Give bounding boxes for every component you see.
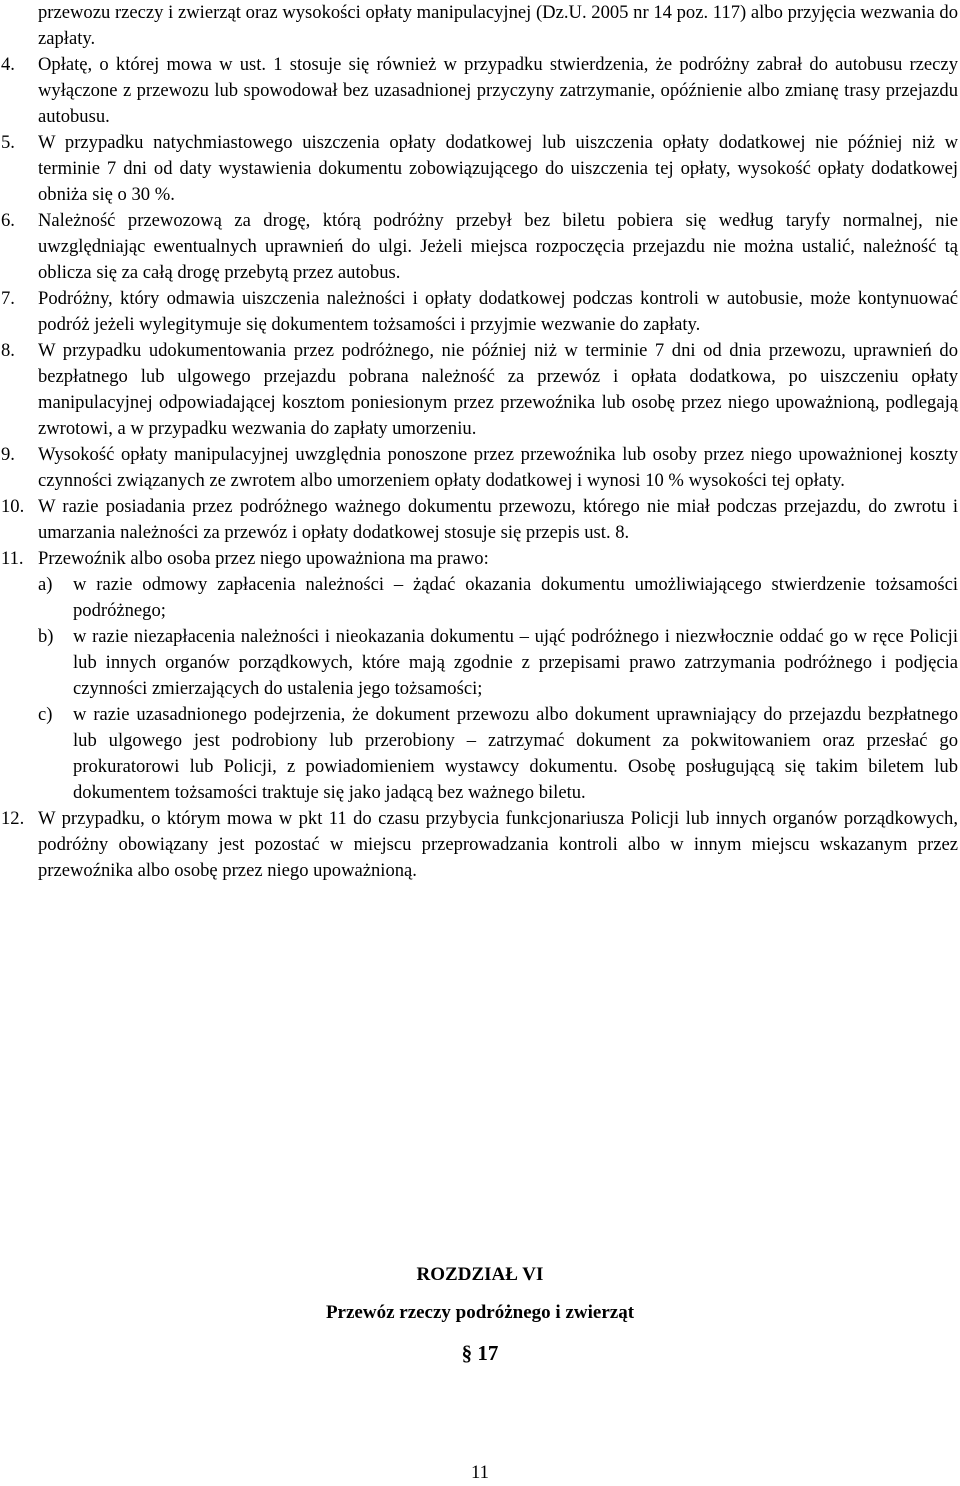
sub-item-text: w razie uzasadnionego podejrzenia, że dokument przewozu albo dokument uprawniający do przejazdu bezpłatnego lub ulgowego jest podrobiony lub przerobiony – zatrzymać dokument za pokwitowaniem oraz przesłać go prokuratorowi lub Policji, z powiadomieniem wystawcy dokumentu. Osobę posługującą się takim biletem lub dokumentem tożsamości traktuje się jako jadącą bez ważnego biletu. bbox=[73, 704, 958, 803]
item-text: Przewoźnik albo osoba przez niego upoważniona ma prawo: bbox=[38, 548, 489, 569]
item-number: 12. bbox=[1, 808, 25, 829]
sub-item bbox=[38, 624, 958, 702]
item-text: Opłatę, o której mowa w ust. 1 stosuje się również w przypadku stwierdzenia, że podróżny zabrał do autobusu rzeczy wyłączone z przewozu lub spowodował bez uzasadnionej przyczyny zatrzymanie, opóźnienie albo zmianę trasy przejazdu autobusu. bbox=[38, 54, 958, 127]
item-number: 10. bbox=[1, 496, 25, 517]
sub-item bbox=[38, 572, 958, 624]
document-body bbox=[1, 0, 958, 884]
item-number: 6. bbox=[1, 210, 15, 231]
item-text: W razie posiadania przez podróżnego ważnego dokumentu przewozu, którego nie miał podczas przejazdu, do zwrotu i umarzania należności za przewóz i opłaty dodatkowej stosuje się przepis ust. 8. bbox=[38, 496, 958, 543]
chapter-subtitle: Przewóz rzeczy podróżnego i zwierząt bbox=[325, 1302, 635, 1323]
page-number: 11 bbox=[471, 1462, 489, 1483]
item-number: 5. bbox=[1, 132, 15, 153]
list-item-12 bbox=[1, 806, 958, 884]
sub-item-letter: a) bbox=[38, 574, 53, 595]
list-item bbox=[1, 338, 958, 442]
list-item-11 bbox=[1, 546, 958, 572]
continued-paragraph: przewozu rzeczy i zwierząt oraz wysokości opłaty manipulacyjnej (Dz.U. 2005 nr 14 poz. 117) albo przyjęcia wezwania do zapłaty. bbox=[38, 2, 958, 49]
item-number: 8. bbox=[1, 340, 15, 361]
list-item bbox=[1, 442, 958, 494]
item-text: Należność przewozową za drogę, którą podróżny przebył bez biletu pobiera się według taryfy normalnej, nie uwzględniając ewentualnych uprawnień do ulgi. Jeżeli miejsca rozpoczęcia przejazdu nie można ustalić, należność tą oblicza się za całą drogę przebytą przez autobus. bbox=[38, 210, 958, 283]
sub-item-text: w razie niezapłacenia należności i nieokazania dokumentu – ująć podróżnego i niezwłocznie oddać go w ręce Policji lub innych organów porządkowych, które mają zgodnie z przepisami prawo zatrzymania podróżnego i podjęcia czynności zmierzających do ustalenia jego tożsamości; bbox=[73, 626, 958, 699]
item-number: 11. bbox=[1, 548, 24, 569]
sub-item-letter: c) bbox=[38, 704, 53, 725]
item-number: 7. bbox=[1, 288, 15, 309]
list-item bbox=[1, 494, 958, 546]
item-text: Wysokość opłaty manipulacyjnej uwzględnia ponoszone przez przewoźnika lub osoby przez niego upoważnionej koszty czynności związanych ze zwrotem albo umorzeniem opłaty dodatkowej i wynosi 10 % wysokości tej opłaty. bbox=[38, 444, 958, 491]
section-number: § 17 bbox=[461, 1341, 499, 1365]
item-text: W przypadku, o którym mowa w pkt 11 do czasu przybycia funkcjonariusza Policji lub innych organów porządkowych, podróżny obowiązany jest pozostać w miejscu przeprowadzania kontroli albo w innym miejscu wskazanym przez przewoźnika albo osobę przez niego upoważnioną. bbox=[38, 808, 958, 881]
chapter-title: ROZDZIAŁ VI bbox=[416, 1264, 544, 1285]
item-text: W przypadku udokumentowania przez podróżnego, nie później niż w terminie 7 dni od dnia przewozu, uprawnień do bezpłatnego lub ulgowego przejazdu pobrana należność za przewóz i opłata dodatkowa, po uiszczeniu opłaty manipulacyjnej odpowiadającej kosztom poniesionym przez przewoźnika lub osobę przez niego upoważnioną, podlegają zwrotowi, a w przypadku wezwania do zapłaty umorzeniu. bbox=[38, 340, 958, 439]
list-item bbox=[1, 208, 958, 286]
sub-item-text: w razie odmowy zapłacenia należności – żądać okazania dokumentu umożliwiającego stwierdzenie tożsamości podróżnego; bbox=[73, 574, 958, 621]
item-text: Podróżny, który odmawia uiszczenia należności i opłaty dodatkowej podczas kontroli w autobusie, może kontynuować podróż jeżeli wylegitymuje się dokumentem tożsamości i przyjmie wezwanie do zapłaty. bbox=[38, 288, 958, 335]
item-text: W przypadku natychmiastowego uiszczenia opłaty dodatkowej lub uiszczenia opłaty dodatkowej nie później niż w terminie 7 dni od daty wystawienia dokumentu zobowiązującego do uiszczenia tej opłaty, wysokość opłaty dodatkowej obniża się o 30 %. bbox=[38, 132, 958, 205]
list-item bbox=[1, 52, 958, 130]
sub-item bbox=[38, 702, 958, 806]
item-number: 9. bbox=[1, 444, 15, 465]
sub-item-letter: b) bbox=[38, 626, 54, 647]
sub-list bbox=[38, 572, 958, 806]
list-item bbox=[1, 286, 958, 338]
item-number: 4. bbox=[1, 54, 15, 75]
list-item bbox=[1, 130, 958, 208]
